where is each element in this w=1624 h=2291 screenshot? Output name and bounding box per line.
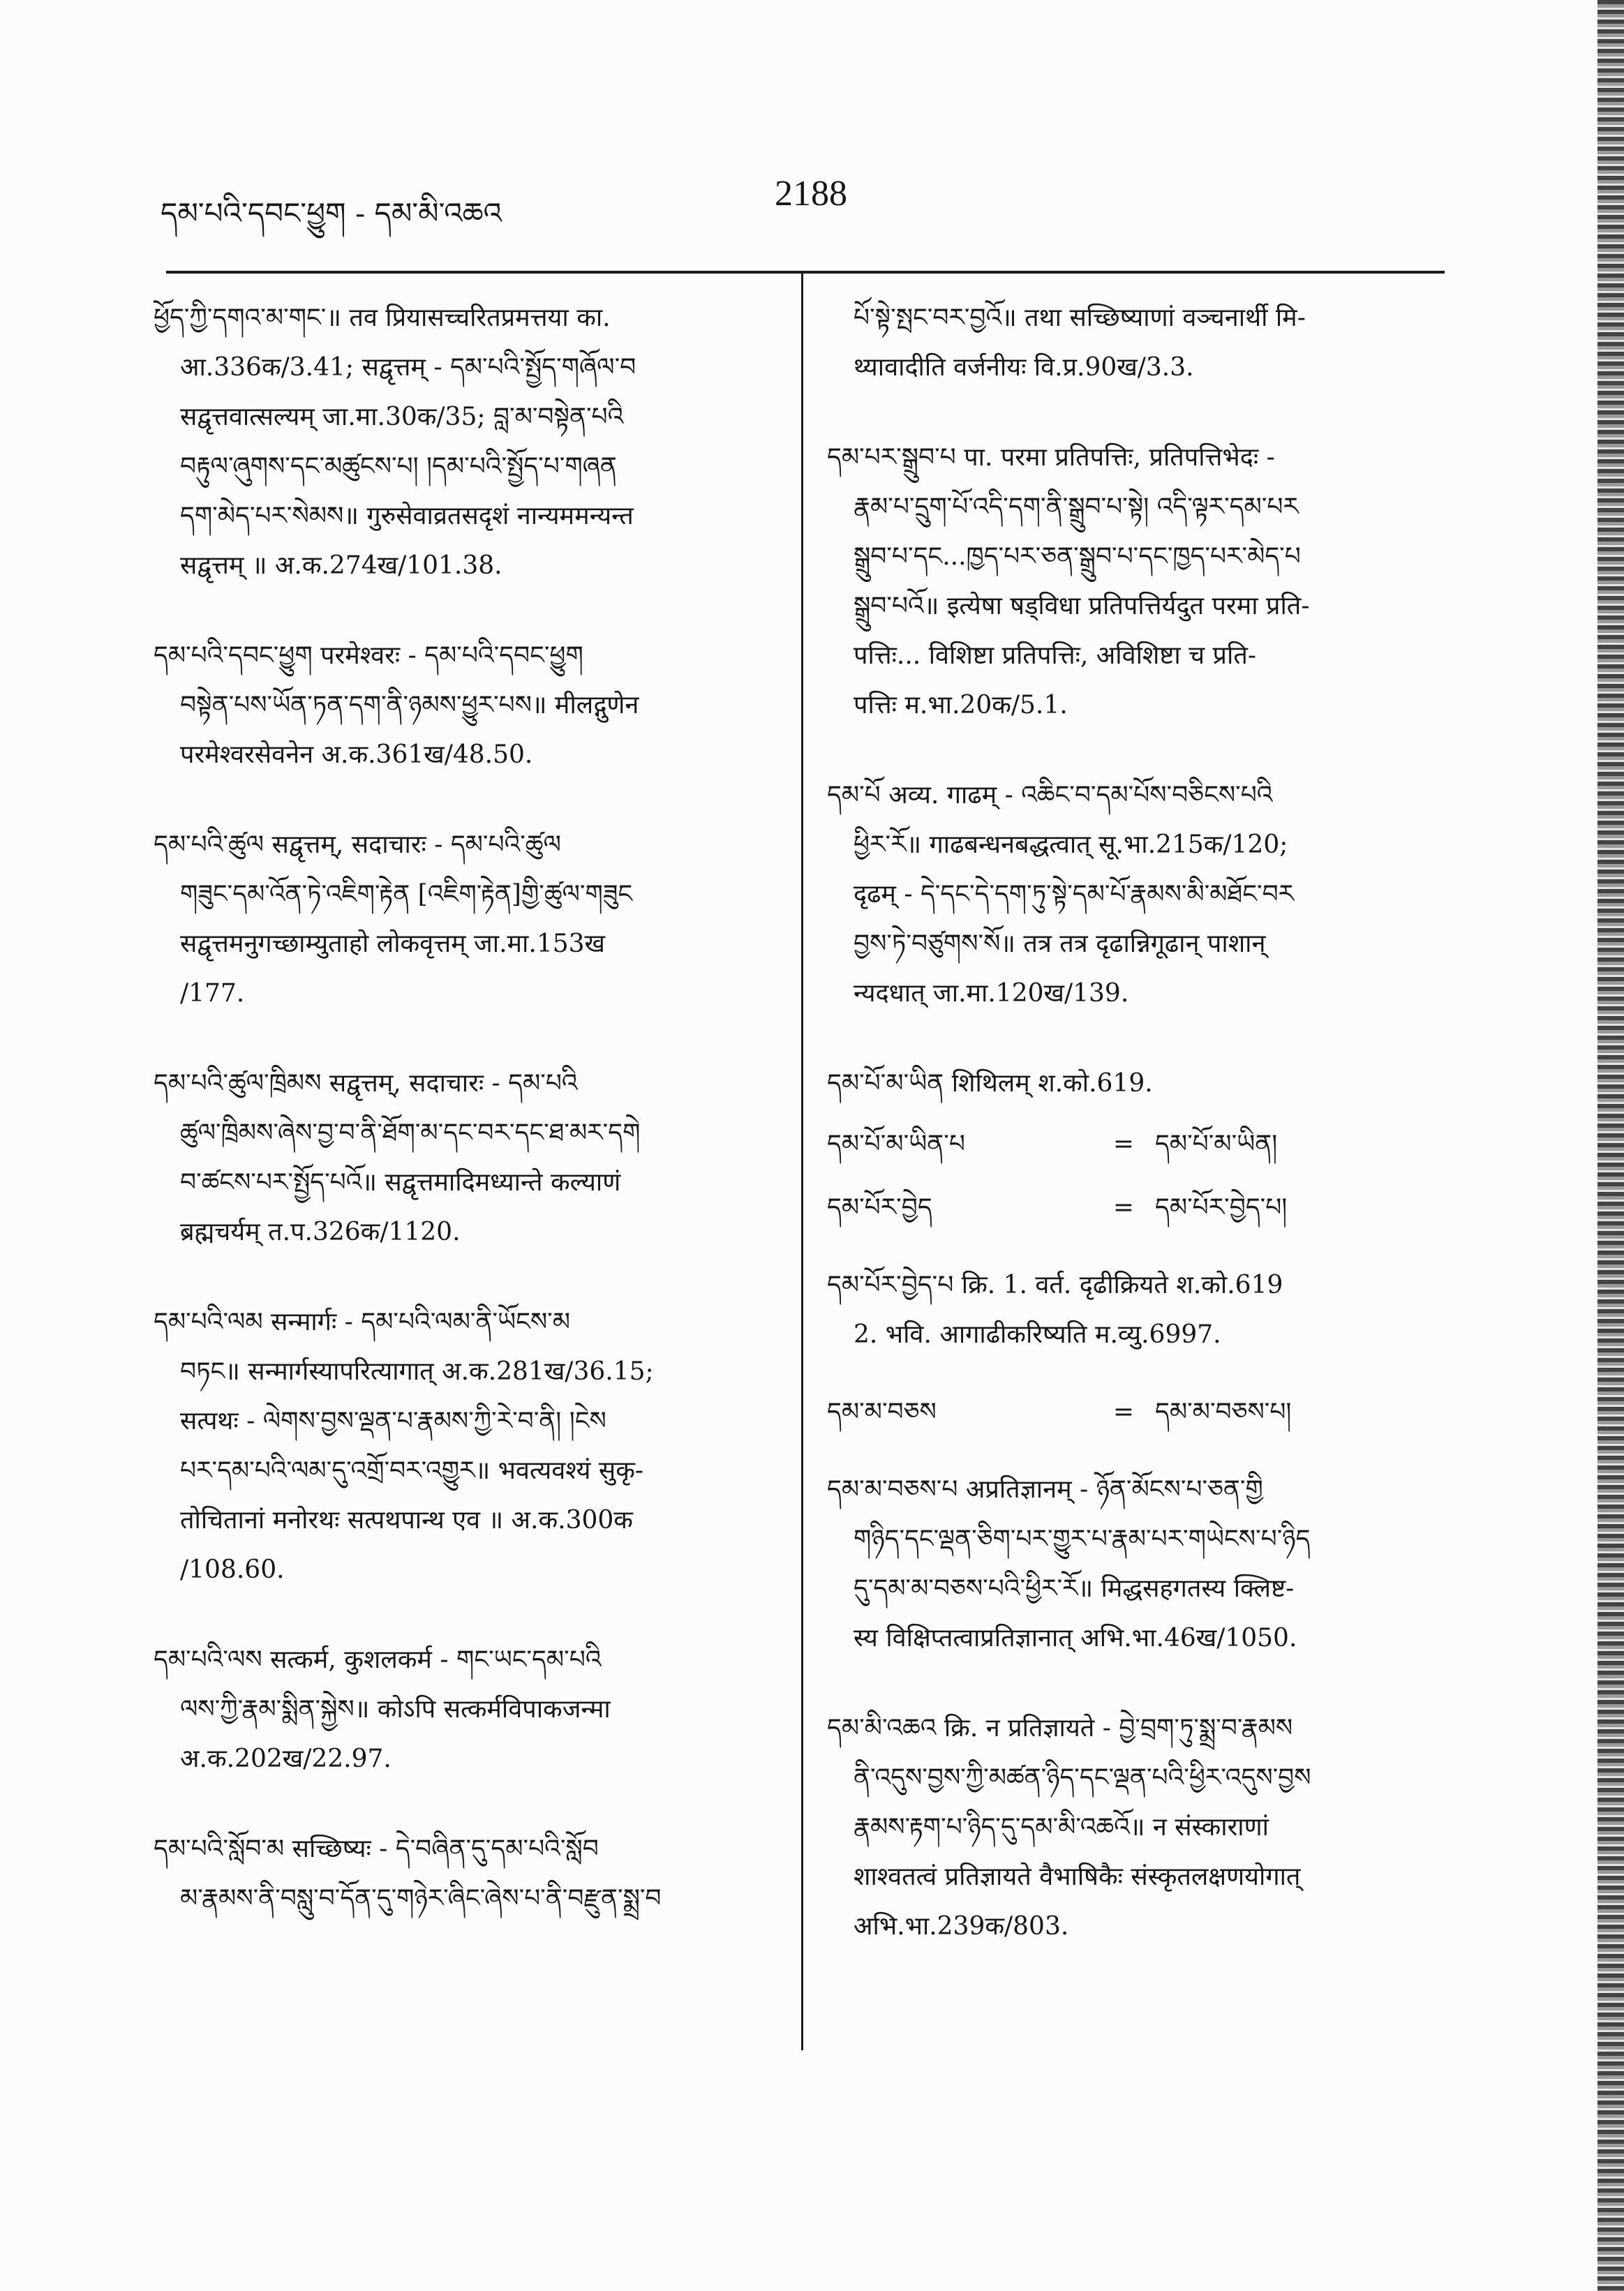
entry-headword-line: དམ་མ་བཅས་པ अप्रतिज्ञानम् - ཉོན་མོངས་པ་ཅན་གྱི xyxy=(827,1475,1263,1504)
dictionary-entry xyxy=(827,433,1448,730)
dictionary-entry xyxy=(154,1635,785,1784)
entry-line: अभि.भा.239क/803. xyxy=(854,1912,1069,1941)
entry-headword-line: དམ་པའི་ལས सत्कर्म, कुशलकर्म - གང་ཡང་དམ་པའི xyxy=(154,1646,602,1674)
entry-line: པོ་སྟེ་སྤང་བར་བྱའོ॥ तथा सच्छिष्याणां वञ्चनार्थी मि- xyxy=(854,304,1306,332)
entry-headword-line: དམ་མི་འཆའ क्रि. न प्रतिज्ञायते - བྱེ་བྲག་ཏུ་སྨྲ་བ་རྣམས xyxy=(827,1714,1293,1742)
dictionary-entry xyxy=(827,1260,1448,1359)
entry-headword-line: དམ་པའི་སློབ་མ सच्छिष्यः - དེ་བཞིན་དུ་དམ་པའི་སློབ xyxy=(154,1835,599,1863)
entry-line: सत्पथः - ལེགས་བྱས་ལྡན་པ་རྣམས་ཀྱི་རེ་བ་ནི། །ངེས xyxy=(180,1407,606,1435)
page-header xyxy=(161,173,1445,236)
entry-line: सद्वृत्तमनुगच्छाम्युताहो लोकवृत्तम् जा.मा.153ख xyxy=(180,930,605,958)
entry-line: རྣམས་རྟག་པ་ཉིད་དུ་དམ་མི་འཆའོ॥ न संस्काराणां xyxy=(854,1813,1269,1842)
entry-line: བཏང॥ सन्मार्गस्यापरित्यागात् अ.क.281ख/36.15; xyxy=(180,1357,654,1386)
entry-line: तोचितानां मनोरथः सत्पथपान्थ एव ॥ अ.क.300क xyxy=(180,1506,633,1535)
cross-ref-headword: དམ་པོར་བྱེད xyxy=(827,1193,932,1222)
entry-line: आ.336क/3.41; सद्वृत्तम् - དམ་པའི་སྤྱོད་གཞོལ་བ xyxy=(180,353,636,382)
cross-ref-headword: དམ་པོ་མ་ཡིན་པ xyxy=(827,1130,965,1158)
cross-ref-target: དམ་པོར་བྱེད་པ། xyxy=(1155,1193,1288,1222)
entry-line: दृढम् - དེ་དང་དེ་དག་ཏུ་སྟེ་དམ་པོ་རྣམས་མི་མཐོང་བར xyxy=(854,880,1295,909)
dictionary-entry xyxy=(827,1465,1448,1663)
entry-line: བ་ཚངས་པར་སྤྱོད་པའོ॥ सद्वृत्तमादिमध्यान्ते कल्याणं xyxy=(180,1168,621,1197)
entry-headword-line: དམ་པའི་ལམ सन्मार्गः - དམ་པའི་ལམ་ནི་ཡོངས་མ xyxy=(154,1308,571,1336)
running-head: དམ་པའི་དབང་ཕྱུག - དམ་མི་འཆའ xyxy=(161,196,502,230)
entry-line: शाश्वतत्वं प्रतिज्ञायते वैभाषिकैः संस्कृतलक्षणयोगात् xyxy=(854,1863,1301,1891)
dictionary-entry xyxy=(154,293,785,590)
entry-line: अ.क.202ख/22.97. xyxy=(180,1745,392,1773)
entry-line: རྣམ་པ་དྲུག་པོ་འདི་དག་ནི་སྒྲུབ་པ་སྟེ། འདི་ལྟར་དམ་པར xyxy=(854,493,1299,521)
entry-line: བརྟུལ་ཞུགས་དང་མཚུངས་པ། །དམ་པའི་སྤྱོད་པ་གཞན xyxy=(180,452,617,481)
dictionary-entry xyxy=(154,1297,785,1595)
right-column xyxy=(827,293,1448,1992)
entry-line: पत्तिः... विशिष्टा प्रतिपत्तिः, अविशिष्टा च प्रति- xyxy=(854,641,1256,670)
entry-headword-line: དམ་པོ अव्य. गाढम् - འཆིང་བ་དམ་པོས་བཅིངས་པའི xyxy=(827,781,1273,809)
header-rule xyxy=(166,271,1445,274)
entry-line: ब्रह्मचर्यम् त.प.326क/1120. xyxy=(180,1218,461,1246)
dictionary-entry xyxy=(154,1824,785,1923)
left-column xyxy=(154,293,785,1964)
entry-line: ཕྱོད་ཀྱི་དགའ་མ་གང་॥ तव प्रियासच्चरितप्रमत्तया का. xyxy=(154,304,611,332)
entry-line: སྒྲུབ་པ་དང...ཁྱད་པར་ཅན་སྒྲུབ་པ་དང་ཁྱད་པར་མེད་པ xyxy=(854,542,1301,571)
entry-headword-line: དམ་པོར་བྱེད་པ क्रि. 1. वर्त. दृढीक्रियते श.को.619 xyxy=(827,1271,1283,1299)
cross-ref-headword: དམ་མ་བཅས xyxy=(827,1398,937,1426)
scan-edge xyxy=(1597,0,1624,2291)
entry-headword-line: དམ་པའི་ཚུལ सद्वृत्तम्, सदाचारः - དམ་པའི་ཚུལ xyxy=(154,830,561,859)
entry-headword-line: དམ་པའི་ཚུལ་ཁྲིམས सद्वृत्तम्, सदाचारः - དམ་པའི xyxy=(154,1069,578,1098)
entry-line: सद्वृत्तम् ॥ अ.क.274ख/101.38. xyxy=(180,551,502,580)
entry-line: थ्यावादीति वर्जनीयः वि.प्र.90ख/3.3. xyxy=(854,353,1194,382)
dictionary-entry xyxy=(154,1059,785,1257)
entry-line: ལས་ཀྱི་རྣམ་སྨིན་སྐྱེས॥ कोऽपि सत्कर्मविपाकजन्मा xyxy=(180,1695,611,1724)
equals-sign: = xyxy=(1112,1130,1135,1158)
column-divider xyxy=(801,271,803,2050)
entry-line: ནི་འདུས་བྱས་ཀྱི་མཚན་ཉིད་དང་ལྡན་པའི་ཕྱིར་འདུས་བྱས xyxy=(854,1763,1311,1792)
entry-line: བྱས་ཏེ་བཙུགས་སོ॥ तत्र तत्र दृढान्निगूढान् पाशान् xyxy=(854,930,1266,958)
page-number: 2188 xyxy=(775,174,847,214)
entry-line: གཟུང་དམ་འོན་ཏེ་འཇིག་རྟེན [འཇིག་རྟེན]གྱི་ཚུལ་གཟུང xyxy=(180,880,633,909)
entry-line: स्य विक्षिप्तत्वाप्रतिज्ञानात् अभि.भा.46ख/1050. xyxy=(854,1624,1297,1652)
dictionary-entry xyxy=(827,1703,1448,1951)
entry-line: ཚུལ་ཁྲིམས་ཞེས་བྱ་བ་ནི་ཐོག་མ་དང་བར་དང་ཐ་མར་དགེ xyxy=(180,1119,641,1147)
cross-reference xyxy=(827,1119,1448,1169)
entry-line: /177. xyxy=(180,979,245,1008)
cross-reference xyxy=(827,1387,1448,1437)
dictionary-entry xyxy=(154,820,785,1018)
equals-sign: = xyxy=(1112,1193,1135,1222)
cross-reference xyxy=(827,1183,1448,1232)
entry-line: सद्वृत्तवात्सल्यम् जा.मा.30क/35; བླ་མ་བསྟེན་པའི xyxy=(180,403,624,431)
entry-line: པར་དམ་པའི་ལམ་དུ་འགྲོ་བར་འགྱུར॥ भवत्यवश्यं सुकृ- xyxy=(180,1456,644,1485)
entry-line: 2. भवि. आगाढीकरिष्यति म.व्यु.6997. xyxy=(854,1320,1221,1349)
entry-line: སྒྲུབ་པའོ॥ इत्येषा षड्विधा प्रतिपत्तिर्यदुत परमा प्रति- xyxy=(854,592,1310,620)
dictionary-entry xyxy=(827,293,1448,392)
entry-headword-line: དམ་པར་སྒྲུབ་པ पा. परमा प्रतिपत्तिः, प्रतिपत्तिभेदः - xyxy=(827,443,1275,472)
entry-line: གཉིད་དང་ལྡན་ཅིག་པར་གྱུར་པ་རྣམ་པར་གཡེངས་པ་ཉིད xyxy=(854,1525,1311,1553)
cross-ref-target: དམ་པོ་མ་ཡིན། xyxy=(1155,1130,1278,1158)
dictionary-entry xyxy=(827,770,1448,1018)
entry-line: དུ་དམ་མ་བཅས་པའི་ཕྱིར་རོ॥ मिद्धसहगतस्य क्लिष्ट- xyxy=(854,1574,1295,1603)
entry-line: न्यदधात् जा.मा.120ख/139. xyxy=(854,979,1129,1008)
entry-line: མ་རྣམས་ནི་བསླུ་བ་དོན་དུ་གཉེར་ཞིང་ཞེས་པ་ནི་བརྫུན་སྨྲ་བ xyxy=(180,1884,662,1913)
entry-line: पत्तिः म.भा.20क/5.1. xyxy=(854,691,1068,719)
entry-line: /108.60. xyxy=(180,1555,285,1584)
equals-sign: = xyxy=(1112,1398,1135,1426)
cross-ref-target: དམ་མ་བཅས་པ། xyxy=(1155,1398,1292,1426)
entry-line: དག་མེད་པར་སེམས॥ गुरुसेवाव्रतसदृशं नान्यममन्यन्त xyxy=(180,502,634,530)
dictionary-entry xyxy=(827,1059,1448,1108)
dictionary-entry xyxy=(154,631,785,779)
entry-line: བསྟེན་པས་ཡོན་ཏན་དག་ནི་ཉམས་ཕྱུར་པས॥ मीलद्गुणेन xyxy=(180,691,639,719)
entry-headword-line: དམ་པའི་དབང་ཕྱུག परमेश्वरः - དམ་པའི་དབང་ཕྱུག xyxy=(154,641,583,670)
entry-line: परमेश्वरसेवनेन अ.क.361ख/48.50. xyxy=(180,740,533,769)
entry-line: ཕྱིར་རོ॥ गाढबन्धनबद्धत्वात् सू.भा.215क/120; xyxy=(854,830,1288,859)
entry-headword-line: དམ་པོ་མ་ཡིན शिथिलम् श.को.619. xyxy=(827,1069,1153,1098)
